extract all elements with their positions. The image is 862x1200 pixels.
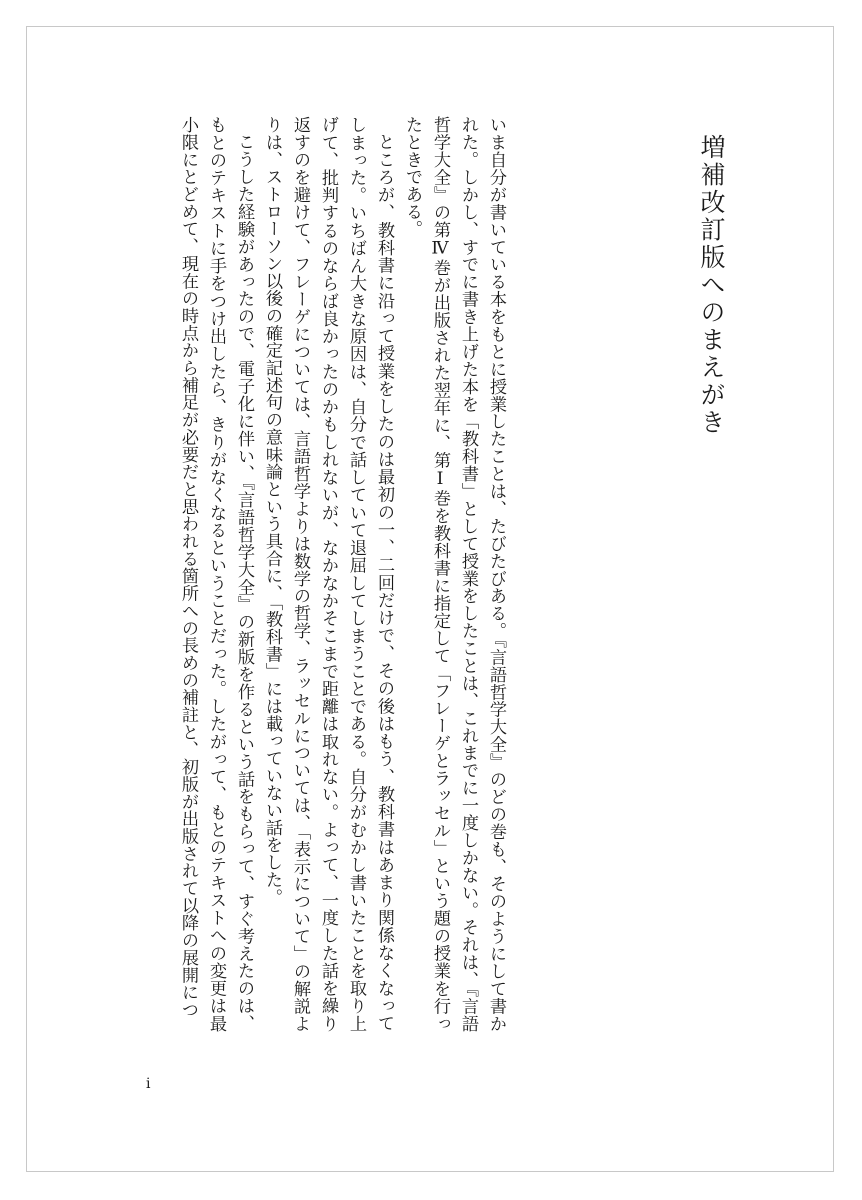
- page-number: i: [146, 1076, 151, 1092]
- body-text: [174, 116, 510, 1032]
- paragraph-3: こうした経験があったので、電子化に伴い、『言語哲学大全』の新版を作るという話をもらって、すぐ考えたのは、もとのテキストに手をつけ出したら、きりがなくなるということだった。したがって、もとのテキストへの変更は最小限にとどめて、現在の時点から補足が必要だと思われる箇所への長めの補註と、初版が出版されて以降の展開につ: [178, 116, 254, 1032]
- page-title: 増補改訂版へのまえがき: [697, 134, 726, 437]
- paragraph-1: いま自分が書いている本をもとに授業したことは、たびたびある。『言語哲学大全』のどの巻も、そのようにして書かれた。しかし、すでに書き上げた本を「教科書」として授業をしたことは、これまでに一度しかない。それは、『言語哲学大全』の第Ⅳ巻が出版された翌年に、第Ⅰ巻を教科書に指定して「フレーゲとラッセル」という題の授業を行ったときである。: [402, 116, 506, 1032]
- paragraph-2: ところが、教科書に沿って授業をしたのは最初の一、二回だけで、その後はもう、教科書はあまり関係なくなってしまった。いちばん大きな原因は、自分で話していて退屈してしまうことである。自分がむかし書いたことを取り上げて、批判するのならば良かったのかもしれないが、なかなかそこまで距離は取れない。よって、一度した話を繰り返すのを避けて、フレーゲについては、言語哲学よりは数学の哲学、ラッセルについては、「表示について」の解説よりは、ストローソン以後の確定記述句の意味論という具合に、「教科書」には載っていない話をした。: [262, 116, 394, 1032]
